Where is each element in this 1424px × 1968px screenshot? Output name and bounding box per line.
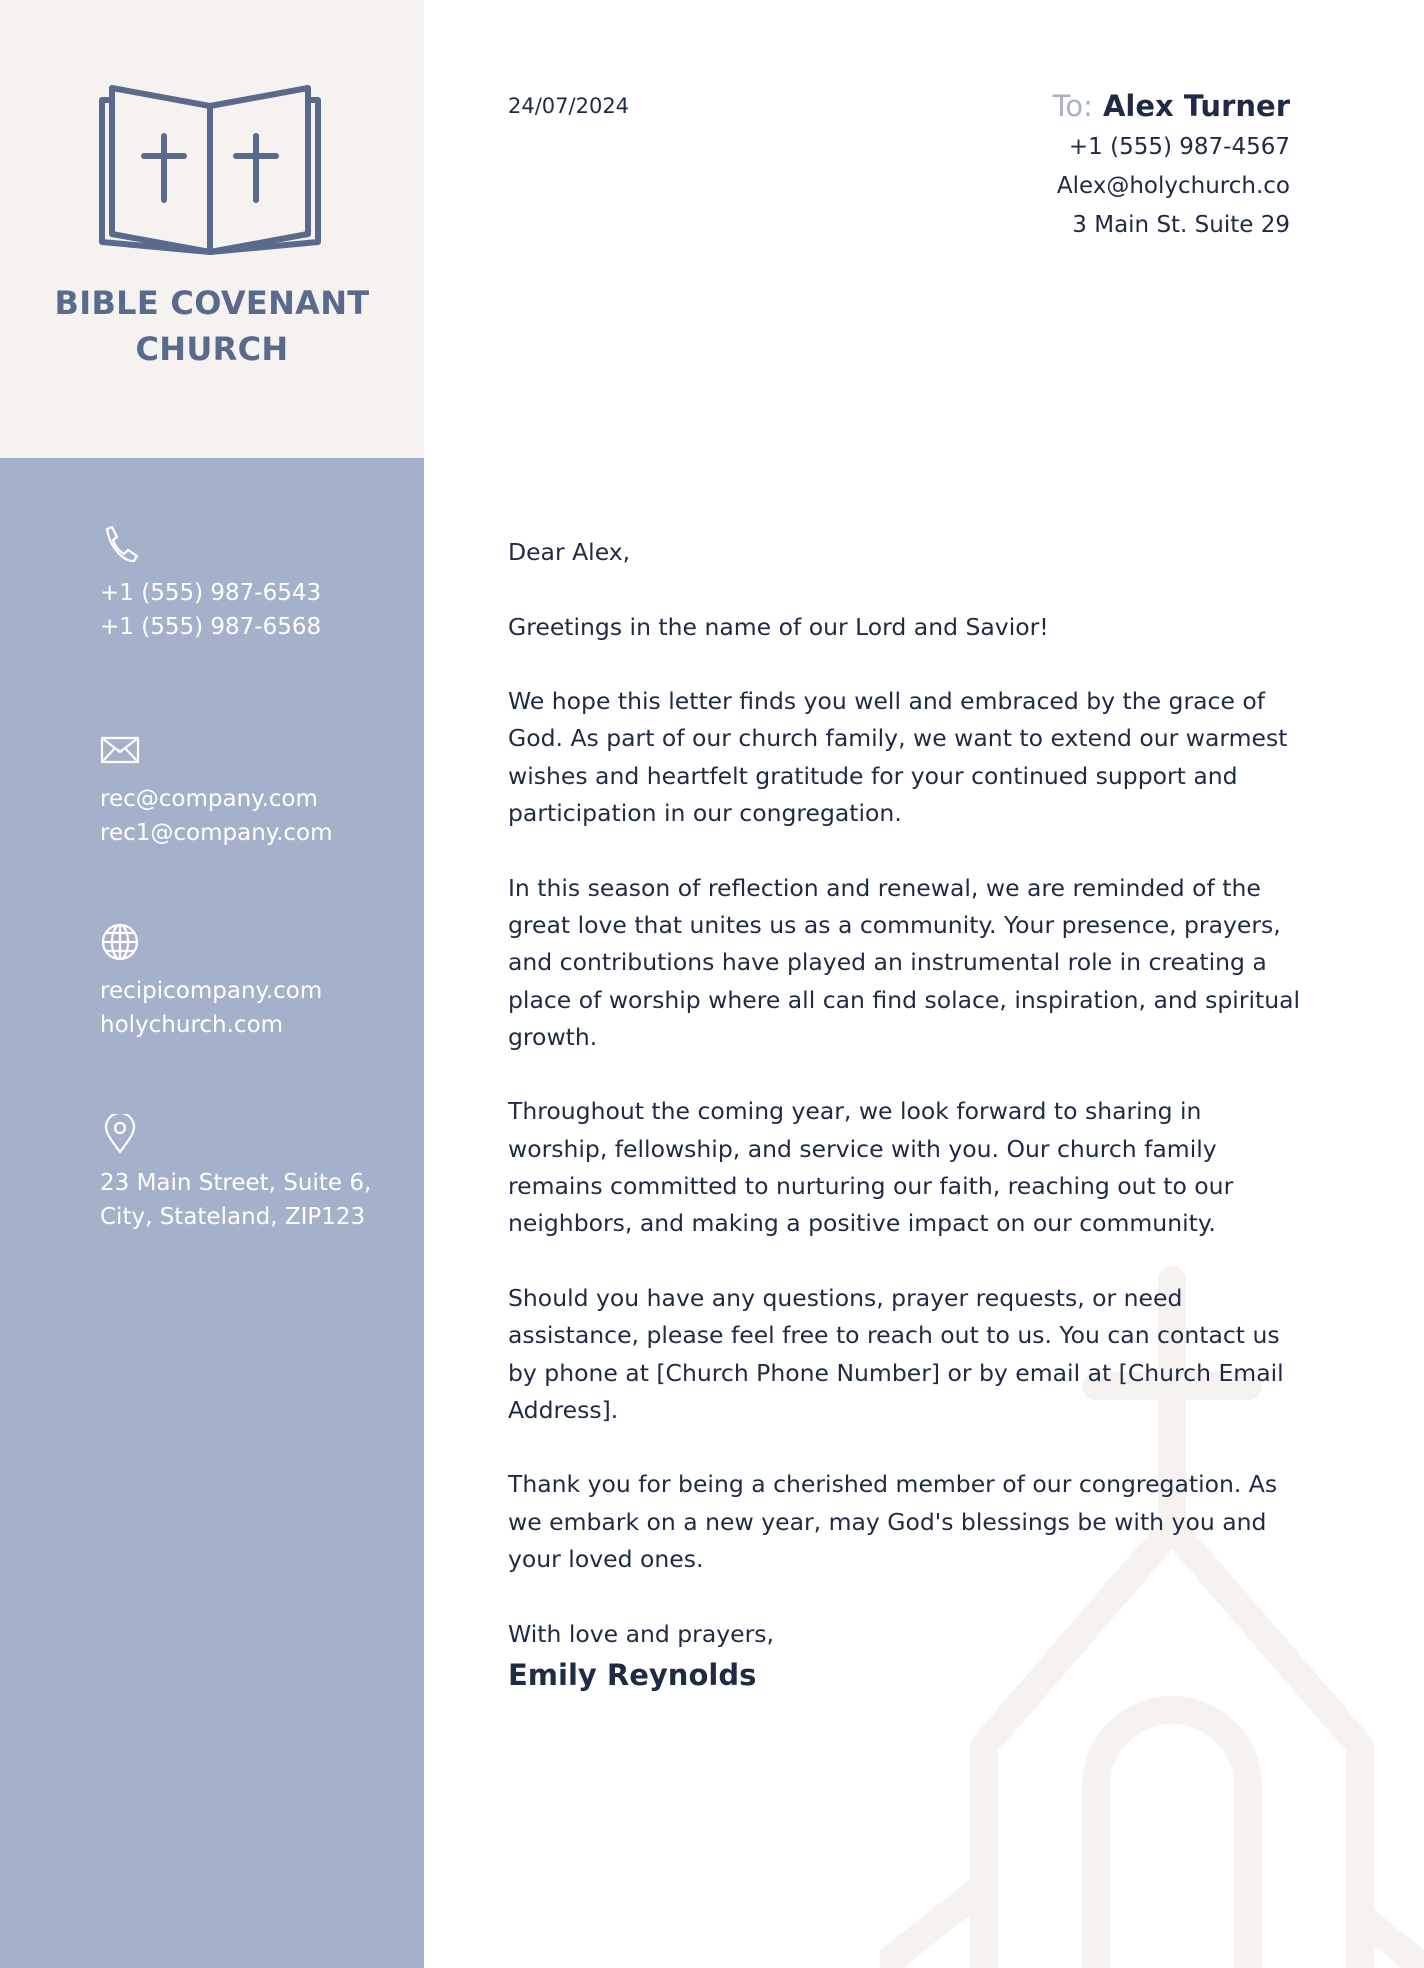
phone-number[interactable]: +1 (555) 987-6568 <box>100 614 322 640</box>
website-link[interactable]: holychurch.com <box>100 1012 284 1038</box>
letter-paragraph: Greetings in the name of our Lord and Savior! <box>508 612 1049 641</box>
web-contact <box>100 922 322 1042</box>
website-link[interactable]: recipicompany.com <box>100 978 323 1004</box>
phone-contact <box>100 524 321 644</box>
recipient-email[interactable]: Alex@holychurch.co <box>1056 173 1290 199</box>
open-bible-with-crosses-icon <box>98 84 324 258</box>
email-contact <box>100 730 333 850</box>
location-pin-icon <box>100 1114 140 1154</box>
email-address[interactable]: rec@company.com <box>100 786 318 812</box>
recipient-name: Alex Turner <box>1102 89 1290 123</box>
letter-body <box>508 534 1308 1690</box>
letter-paragraph: Should you have any questions, prayer requests, or need assistance, please feel free to reach out to us. You can contact us by phone at [Church Phone Number] or by email at [Church Email Address]. <box>508 1283 1284 1424</box>
phone-icon <box>100 524 140 564</box>
phone-number[interactable]: +1 (555) 987-6543 <box>100 580 322 606</box>
globe-icon <box>100 922 140 962</box>
letter-paragraph: Throughout the coming year, we look forward to sharing in worship, fellowship, and service with you. Our church family remains committed to nurturing our faith, reaching out to our neighbors, and making a positive impact on our community. <box>508 1097 1234 1238</box>
address-line: City, Stateland, ZIP123 <box>100 1204 366 1230</box>
closing: With love and prayers, <box>508 1619 774 1648</box>
letter-paragraph: We hope this letter finds you well and embraced by the grace of God. As part of our church family, we want to extend our warmest wishes and heartfelt gratitude for your continued support and participation in our congregation. <box>508 687 1288 828</box>
letter-date: 24/07/2024 <box>508 94 630 118</box>
signature: Emily Reynolds <box>508 1658 757 1692</box>
recipient-phone[interactable]: +1 (555) 987-4567 <box>1068 134 1290 160</box>
church-name-line2: CHURCH <box>135 330 289 368</box>
salutation: Dear Alex, <box>508 538 631 566</box>
sidebar-header <box>0 0 424 458</box>
church-name-line1: BIBLE COVENANT <box>54 284 370 322</box>
address-contact <box>100 1114 371 1234</box>
letter-paragraph: In this season of reflection and renewal, we are reminded of the great love that unites us as a community. Your presence, prayers, and contributions have played an instrumental role in creating a place of worship where all can find solace, inspiration, and spiritual growth. <box>508 873 1301 1051</box>
recipient-name-line <box>790 84 1290 128</box>
church-name <box>0 280 424 372</box>
to-label: To: <box>1052 89 1093 123</box>
letter-paragraph: Thank you for being a cherished member of our congregation. As we embark on a new year, may God's blessings be with you and your loved ones. <box>508 1470 1278 1574</box>
recipient-address: 3 Main St. Suite 29 <box>1072 212 1290 238</box>
address-line: 23 Main Street, Suite 6, <box>100 1170 372 1196</box>
recipient-block <box>790 84 1290 245</box>
email-address[interactable]: rec1@company.com <box>100 820 333 846</box>
envelope-icon <box>100 730 140 770</box>
